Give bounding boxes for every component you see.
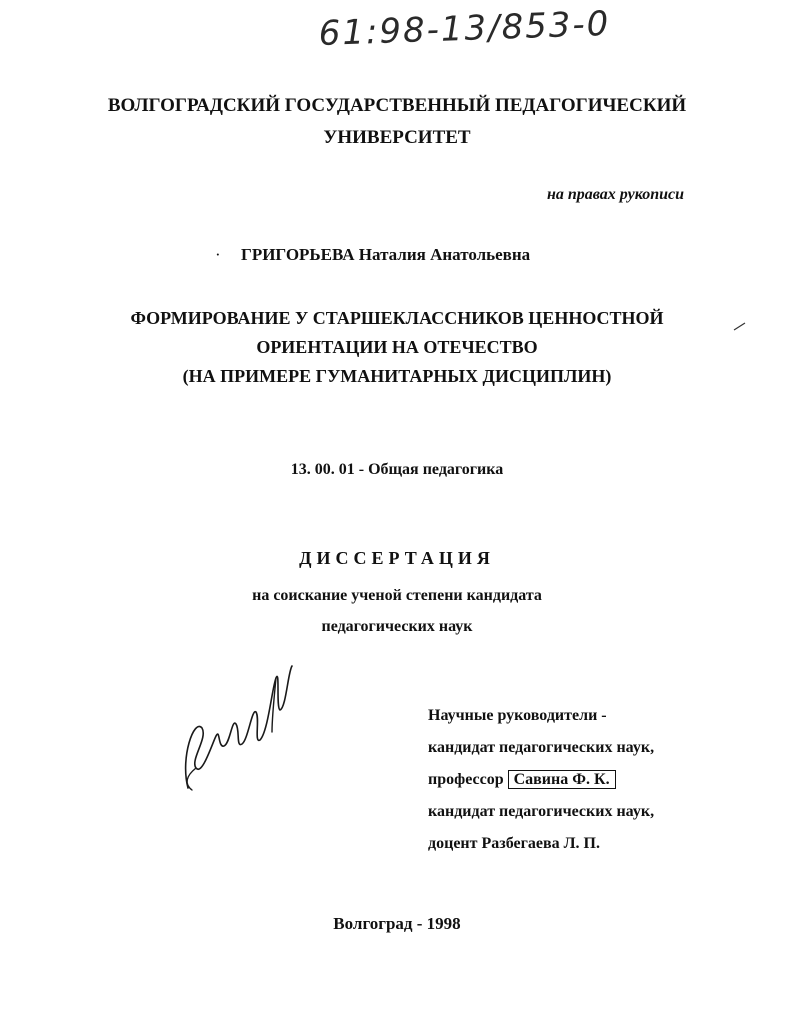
document-type: ДИССЕРТАЦИЯ [299,548,495,568]
supervisors-heading: Научные руководители - [428,707,607,724]
bullet-mark: · [215,245,221,264]
university-line-2: УНИВЕРСИТЕТ [323,127,471,148]
dissertation-title [0,304,794,391]
handwritten-signature [176,648,306,803]
degree-line-2: педагогических наук [321,618,473,635]
archive-number: 61:98-13/853-0 [318,3,611,54]
supervisor-1-title: профессор [428,771,504,788]
rights-note: на правах рукописи [546,186,684,203]
university-line-1: ВОЛГОГРАДСКИЙ ГОСУДАРСТВЕННЫЙ ПЕДАГОГИЧЕСКИЙ [107,95,687,116]
supervisor-2-title: доцент [428,835,478,852]
author-surname: ГРИГОРЬЕВА [241,245,355,264]
supervisor-1-degree: кандидат педагогических наук, [428,739,655,756]
supervisors-block [428,700,654,860]
degree-statement [0,580,794,642]
supervisor-1-line [428,764,654,796]
author-name [215,245,530,265]
supervisor-2-degree: кандидат педагогических наук, [428,803,655,820]
scan-mark [733,318,747,336]
specialty-code: 13. 00. 01 - Общая педагогика [290,461,504,478]
city-year: Волгоград - 1998 [333,914,461,933]
title-line-3: (НА ПРИМЕРЕ ГУМАНИТАРНЫХ ДИСЦИПЛИН) [182,366,612,386]
author-given-names: Наталия Анатольевна [358,245,531,264]
university-name [0,90,794,154]
title-line-1: ФОРМИРОВАНИЕ У СТАРШЕКЛАССНИКОВ ЦЕННОСТНОЙ [130,308,664,328]
supervisor-2-name: Разбегаева Л. П. [481,835,600,852]
title-line-2: ОРИЕНТАЦИИ НА ОТЕЧЕСТВО [256,337,538,357]
signature-icon [176,648,306,798]
supervisor-2-line [428,828,654,860]
degree-line-1: на соискание ученой степени кандидата [252,587,542,604]
dash-mark-icon [733,321,747,331]
supervisor-1-name: Савина Ф. К. [508,770,616,789]
